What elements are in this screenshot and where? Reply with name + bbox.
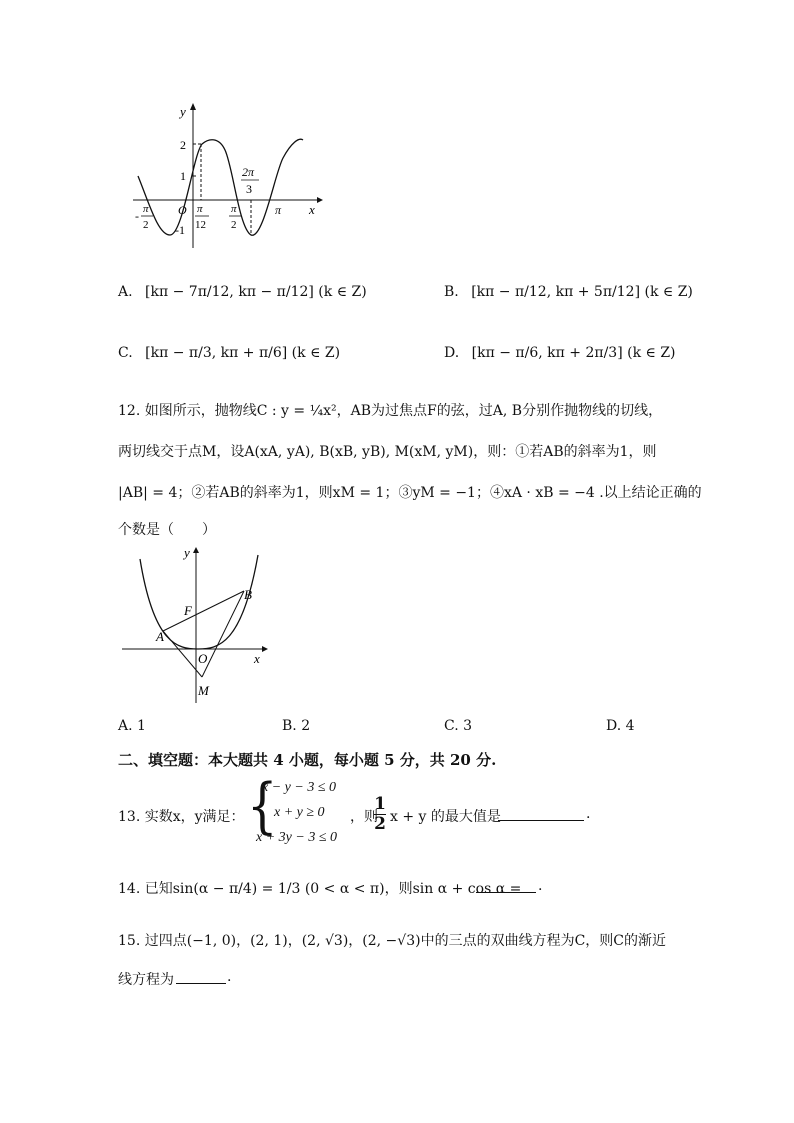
q12-line2: 两切线交于点M，设A(xA, yA), B(xB, yB), M(xM, yM)，则：①若AB的斜率为1，则 bbox=[118, 444, 657, 460]
label-y: y bbox=[180, 104, 186, 119]
label-o: O bbox=[178, 203, 187, 217]
q12-option-b[interactable]: B. 2 bbox=[282, 718, 311, 734]
label-1: 1 bbox=[180, 169, 186, 183]
label-pi12-den: 12 bbox=[195, 219, 206, 231]
option-text: [kπ − 7π/12, kπ − π/12] (k ∈ Z) bbox=[145, 284, 367, 300]
q14-end: . bbox=[538, 878, 543, 894]
option-text: [kπ − π/3, kπ + π/6] (k ∈ Z) bbox=[145, 345, 341, 361]
x-axis-arrow bbox=[317, 197, 323, 203]
label-pi: π bbox=[275, 203, 282, 217]
x-axis-arrow bbox=[262, 646, 268, 652]
q13-end: . bbox=[586, 806, 591, 822]
q12-option-a[interactable]: A. 1 bbox=[118, 718, 146, 734]
q12-line3: |AB| = 4；②若AB的斜率为1，则xM = 1；③yM = −1；④xA · xB = −4 .以上结论正确的 bbox=[118, 485, 702, 501]
q15-line2: 线方程为 bbox=[118, 972, 174, 988]
label-a: A bbox=[156, 629, 164, 644]
label-2: 2 bbox=[180, 138, 186, 152]
q15-end: . bbox=[227, 969, 232, 985]
half-num: 1 bbox=[374, 794, 386, 814]
option-letter: C. bbox=[118, 345, 133, 361]
q13-expr: x + y 的最大值是 bbox=[390, 809, 501, 825]
label-2pi3-num: 2π bbox=[242, 165, 255, 179]
label-pi2-den: 2 bbox=[231, 219, 237, 231]
option-letter: D. bbox=[444, 345, 460, 361]
half-fraction bbox=[374, 795, 386, 834]
q14-text: 14. 已知sin(α − π/4) = 1/3 (0 < α < π)，则sin α + cos α = bbox=[118, 881, 522, 897]
constraint-2: x + y ≥ 0 bbox=[274, 805, 325, 820]
constraint-1: x − y − 3 ≤ 0 bbox=[262, 780, 337, 795]
label-f: F bbox=[184, 603, 192, 618]
q12-option-c[interactable]: C. 3 bbox=[444, 718, 473, 734]
label-negpi-num: π bbox=[143, 203, 149, 215]
y-axis-arrow bbox=[193, 547, 199, 553]
label-pi12-num: π bbox=[197, 203, 203, 215]
q12-line4: 个数是（ ） bbox=[118, 522, 216, 538]
q12-line1: 12. 如图所示，抛物线C : y = ¼x²，AB为过焦点F的弦，过A, B分别作抛物线的切线， bbox=[118, 403, 663, 419]
option-text: [kπ − π/12, kπ + 5π/12] (k ∈ Z) bbox=[471, 284, 693, 300]
q11-option-d[interactable] bbox=[444, 345, 676, 361]
sine-graph bbox=[125, 100, 325, 250]
q11-option-b[interactable] bbox=[444, 284, 693, 300]
system-brace: { bbox=[247, 771, 278, 841]
q15-answer-blank[interactable] bbox=[176, 969, 226, 984]
label-b: B bbox=[244, 587, 252, 602]
q11-option-a[interactable] bbox=[118, 284, 367, 300]
tangent-b bbox=[202, 591, 244, 677]
option-letter: B. bbox=[444, 284, 459, 300]
chord-ab bbox=[163, 591, 244, 631]
label-y: y bbox=[184, 545, 190, 560]
label-x: x bbox=[254, 651, 260, 666]
constraint-3: x + 3y − 3 ≤ 0 bbox=[256, 830, 338, 845]
q12-option-d[interactable]: D. 4 bbox=[606, 718, 635, 734]
label-2pi3-den: 3 bbox=[246, 182, 252, 196]
label-negpi-den: 2 bbox=[143, 219, 149, 231]
section-title: 二、填空题：本大题共 4 小题，每小题 5 分，共 20 分. bbox=[118, 751, 497, 769]
option-text: [kπ − π/6, kπ + 2π/3] (k ∈ Z) bbox=[471, 345, 676, 361]
q13-mid: ，则 bbox=[350, 809, 378, 825]
sine-curve bbox=[138, 139, 303, 235]
option-letter: A. bbox=[118, 284, 133, 300]
label-m1: -1 bbox=[175, 223, 185, 237]
label-m: M bbox=[198, 683, 209, 698]
q15-line1: 15. 过四点(−1, 0)，(2, 1)，(2, √3)，(2, −√3)中的三点的双曲线方程为C，则C的渐近 bbox=[118, 933, 666, 949]
q11-option-c[interactable] bbox=[118, 345, 340, 361]
parabola-graph bbox=[118, 545, 278, 705]
q13-prefix: 13. 实数x，y满足： bbox=[118, 809, 245, 825]
y-axis-arrow bbox=[190, 103, 196, 110]
half-den: 2 bbox=[374, 814, 386, 834]
label-x: x bbox=[309, 202, 315, 217]
label-pi2-num: π bbox=[231, 203, 237, 215]
q13-answer-blank[interactable] bbox=[498, 806, 584, 821]
label-negpi-sign: - bbox=[135, 209, 139, 223]
q14-answer-blank[interactable] bbox=[476, 878, 536, 893]
label-o: O bbox=[198, 651, 208, 666]
